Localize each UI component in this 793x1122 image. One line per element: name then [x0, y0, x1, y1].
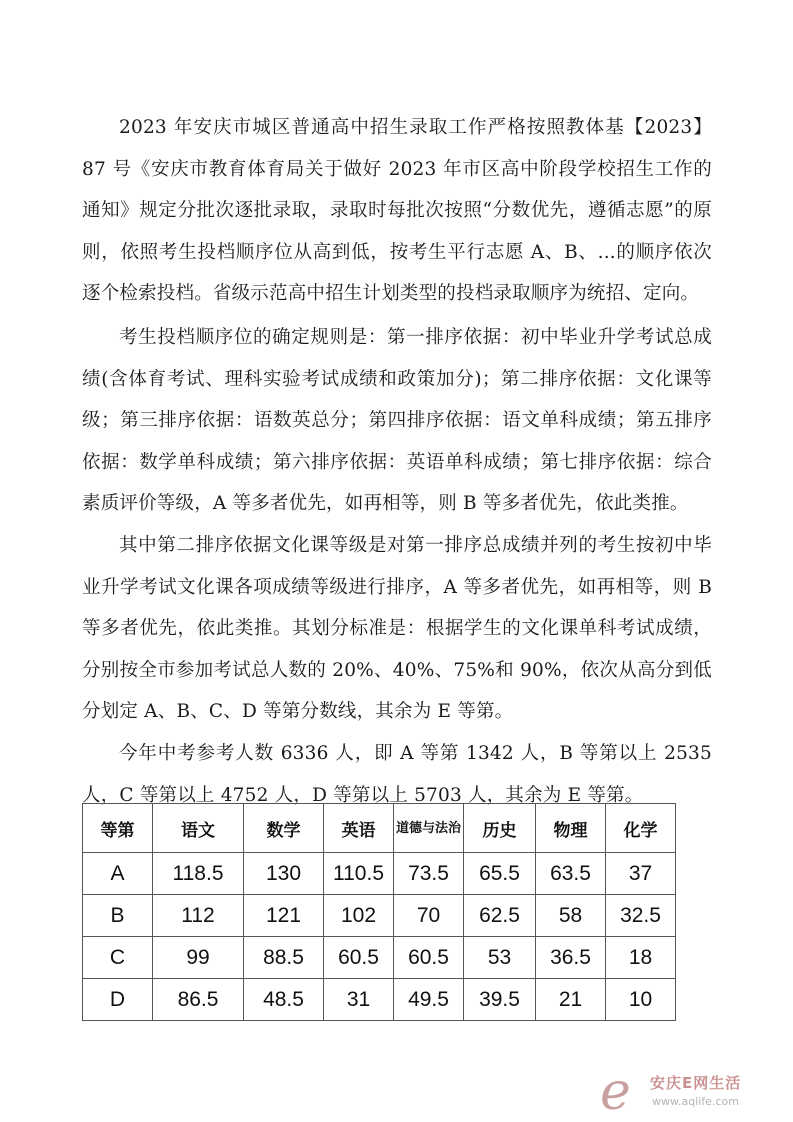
- grade-cutoff-table: [82, 803, 676, 1021]
- paragraph-ranking-rules: 考生投档顺序位的确定规则是：第一排序依据：初中毕业升学考试总成绩(含体育考试、理科实验考试成绩和政策加分)；第二排序依据：文化课等级；第三排序依据：语数英总分；第四排序依据：语文单科成绩；第五排序依据：数学单科成绩；第六排序依据：英语单科成绩；第七排序依据：综合素质评价等级，A 等多者优先，如再相等，则 B 等多者优先，依此类推。: [82, 327, 712, 514]
- score-cell: 60.5: [394, 937, 464, 979]
- grade-cell: D: [83, 979, 153, 1021]
- header-english: 英语: [324, 804, 394, 853]
- score-cell: 36.5: [536, 937, 606, 979]
- paragraph-grade-standard: 其中第二排序依据文化课等级是对第一排序总成绩并列的考生按初中毕业升学考试文化课各项成绩等级进行排序，A 等多者优先，如再相等，则 B 等多者优先，依此类推。其划分标准是：根据学生的文化课单科考试成绩，分别按全市参加考试总人数的 20%、40%、75%和 90%，依次从高分到低分划定 A、B、C、D 等第分数线，其余为 E 等第。: [82, 535, 712, 722]
- header-grade: 等第: [83, 804, 153, 853]
- score-cell: 63.5: [536, 853, 606, 895]
- score-cell: 32.5: [606, 895, 676, 937]
- score-cell: 121: [244, 895, 324, 937]
- watermark-url: www.aqlife.com: [652, 1095, 739, 1108]
- score-cell: 130: [244, 853, 324, 895]
- header-math: 数学: [244, 804, 324, 853]
- paragraph-exam-statistics: 今年中考参考人数 6336 人，即 A 等第 1342 人，B 等第以上 2535 人，C 等第以上 4752 人，D 等第以上 5703 人，其余为 E 等第。: [82, 743, 712, 806]
- score-cell: 31: [324, 979, 394, 1021]
- score-cell: 102: [324, 895, 394, 937]
- score-cell: 88.5: [244, 937, 324, 979]
- watermark-e-icon: e: [600, 1062, 631, 1122]
- score-cell: 73.5: [394, 853, 464, 895]
- score-cell: 49.5: [394, 979, 464, 1021]
- header-physics: 物理: [536, 804, 606, 853]
- header-chemistry: 化学: [606, 804, 676, 853]
- score-cell: 99: [153, 937, 244, 979]
- table-row: [83, 853, 676, 895]
- score-cell: 18: [606, 937, 676, 979]
- header-morality-law: 道德与法治: [394, 804, 464, 853]
- score-cell: 112: [153, 895, 244, 937]
- score-cell: 37: [606, 853, 676, 895]
- header-history: 历史: [464, 804, 536, 853]
- score-cell: 10: [606, 979, 676, 1021]
- score-cell: 39.5: [464, 979, 536, 1021]
- watermark-site-name: 安庆E网生活: [650, 1074, 742, 1092]
- paragraph-admission-rules: 2023 年安庆市城区普通高中招生录取工作严格按照教体基【2023】87 号《安庆市教育体育局关于做好 2023 年市区高中阶段学校招生工作的通知》规定分批次逐批录取，录取时每批次按照“分数优先，遵循志愿”的原则，依照考生投档顺序位从高到低，按考生平行志愿 A、B、...的顺序依次逐个检索投档。省级示范高中招生计划类型的投档录取顺序为统招、定向。: [82, 117, 712, 304]
- table-row: [83, 895, 676, 937]
- grade-cell: C: [83, 937, 153, 979]
- table-row: [83, 937, 676, 979]
- score-cell: 58: [536, 895, 606, 937]
- grade-cell: B: [83, 895, 153, 937]
- score-cell: 86.5: [153, 979, 244, 1021]
- watermark-logo: [600, 1062, 790, 1122]
- table-header-row: [83, 804, 676, 853]
- score-cell: 110.5: [324, 853, 394, 895]
- score-cell: 53: [464, 937, 536, 979]
- score-cell: 48.5: [244, 979, 324, 1021]
- score-cell: 65.5: [464, 853, 536, 895]
- header-chinese: 语文: [153, 804, 244, 853]
- score-cell: 21: [536, 979, 606, 1021]
- score-cell: 60.5: [324, 937, 394, 979]
- score-cell: 118.5: [153, 853, 244, 895]
- score-cell: 62.5: [464, 895, 536, 937]
- grade-cell: A: [83, 853, 153, 895]
- table-row: [83, 979, 676, 1021]
- score-cell: 70: [394, 895, 464, 937]
